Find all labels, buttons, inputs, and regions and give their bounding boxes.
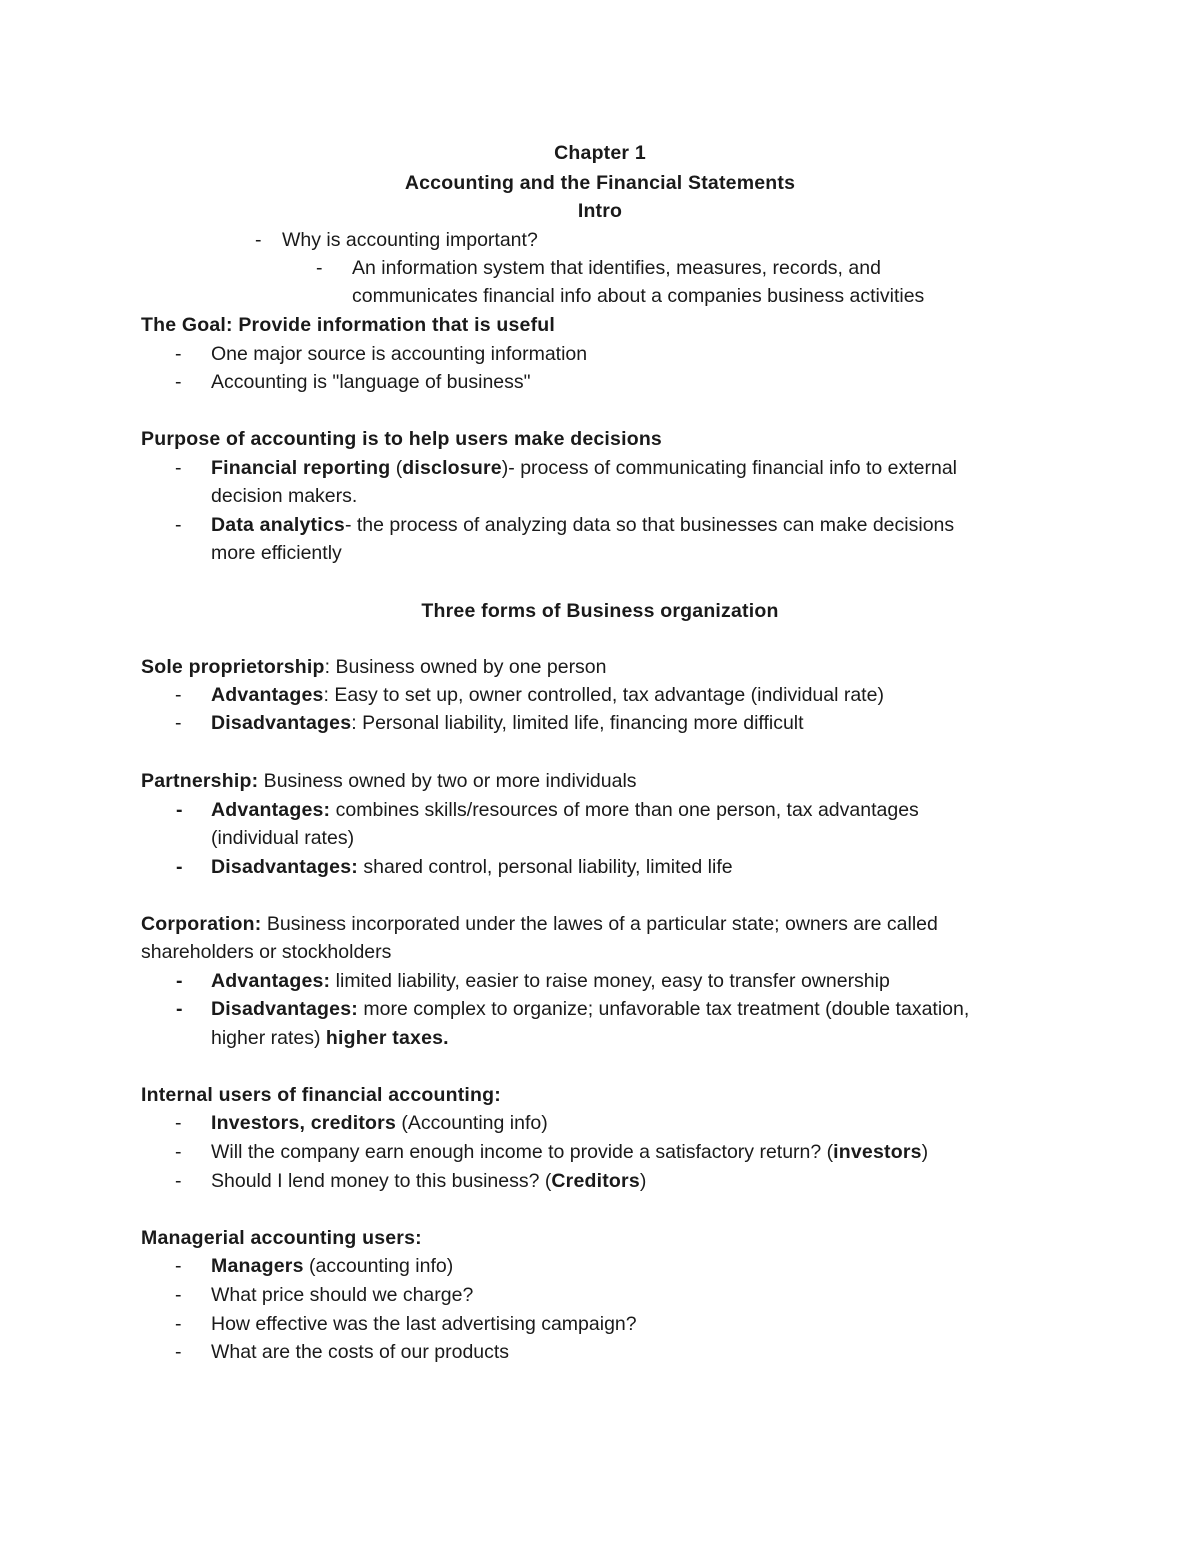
list-dash: - bbox=[175, 457, 182, 479]
list-item-continued: more efficiently bbox=[211, 542, 342, 564]
list-item: Should I lend money to this business? (Creditors) bbox=[211, 1170, 647, 1192]
term: disclosure bbox=[402, 457, 502, 479]
managerial-users-heading: Managerial accounting users: bbox=[141, 1227, 422, 1249]
document-title: Accounting and the Financial Statements bbox=[404, 172, 796, 194]
list-dash: - bbox=[176, 856, 183, 878]
advantages-item: Advantages: limited liability, easier to raise money, easy to transfer ownership bbox=[211, 970, 890, 992]
list-item-continued: (individual rates) bbox=[211, 827, 355, 849]
disadvantages-item: Disadvantages: more complex to organize; unfavorable tax treatment (double taxation, bbox=[211, 998, 970, 1020]
list-item: Managers (accounting info) bbox=[211, 1255, 454, 1277]
list-item: What are the costs of our products bbox=[211, 1341, 510, 1363]
sole-proprietorship-definition: Sole proprietorship: Business owned by one person bbox=[141, 656, 607, 678]
list-item: One major source is accounting information bbox=[211, 343, 588, 365]
forms-heading: Three forms of Business organization bbox=[421, 600, 779, 622]
list-dash: - bbox=[175, 712, 182, 734]
goal-heading: The Goal: Provide information that is useful bbox=[141, 314, 556, 336]
list-dash: - bbox=[175, 1313, 182, 1335]
list-dash: - bbox=[175, 1341, 182, 1363]
list-item: Accounting is "language of business" bbox=[211, 371, 531, 393]
list-item: What price should we charge? bbox=[211, 1284, 474, 1306]
chapter-heading: Chapter 1 bbox=[554, 142, 646, 164]
advantages-item: Advantages: combines skills/resources of more than one person, tax advantages bbox=[211, 799, 919, 821]
disadvantages-item: Disadvantages: Personal liability, limited life, financing more difficult bbox=[211, 712, 804, 734]
term: Financial reporting bbox=[211, 457, 391, 479]
list-item-continued: higher rates) higher taxes. bbox=[211, 1027, 449, 1049]
list-item: How effective was the last advertising campaign? bbox=[211, 1313, 637, 1335]
list-dash: - bbox=[175, 514, 182, 536]
intro-heading: Intro bbox=[577, 200, 623, 222]
list-dash: - bbox=[175, 371, 182, 393]
internal-users-heading: Internal users of financial accounting: bbox=[141, 1084, 501, 1106]
list-dash: - bbox=[175, 1170, 182, 1192]
intro-answer: An information system that identifies, measures, records, and bbox=[352, 257, 881, 279]
intro-answer-continued: communicates financial info about a companies business activities bbox=[352, 285, 925, 307]
corporation-definition-continued: shareholders or stockholders bbox=[141, 941, 392, 963]
list-dash: - bbox=[175, 343, 182, 365]
term: Sole proprietorship bbox=[141, 656, 325, 678]
term: Data analytics bbox=[211, 514, 345, 536]
advantages-item: Advantages: Easy to set up, owner controlled, tax advantage (individual rate) bbox=[211, 684, 884, 706]
list-dash: - bbox=[175, 1255, 182, 1277]
list-item-continued: decision makers. bbox=[211, 485, 358, 507]
list-dash: - bbox=[175, 684, 182, 706]
disadvantages-item: Disadvantages: shared control, personal liability, limited life bbox=[211, 856, 733, 878]
list-dash: - bbox=[255, 229, 262, 251]
corporation-definition: Corporation: Business incorporated under the lawes of a particular state; owners are called bbox=[141, 913, 938, 935]
data-analytics-item: Data analytics- the process of analyzing data so that businesses can make decisions bbox=[211, 514, 955, 536]
financial-reporting-item: Financial reporting (disclosure)- process of communicating financial info to external bbox=[211, 457, 958, 479]
list-dash: - bbox=[176, 998, 183, 1020]
list-dash: - bbox=[175, 1112, 182, 1134]
list-dash: - bbox=[176, 970, 183, 992]
list-dash: - bbox=[175, 1141, 182, 1163]
partnership-definition: Partnership: Business owned by two or more individuals bbox=[141, 770, 637, 792]
list-dash: - bbox=[176, 799, 183, 821]
intro-question: Why is accounting important? bbox=[282, 229, 538, 251]
list-item: Investors, creditors (Accounting info) bbox=[211, 1112, 548, 1134]
list-dash: - bbox=[316, 257, 323, 279]
list-item: Will the company earn enough income to provide a satisfactory return? (investors) bbox=[211, 1141, 929, 1163]
list-dash: - bbox=[175, 1284, 182, 1306]
purpose-heading: Purpose of accounting is to help users make decisions bbox=[141, 428, 662, 450]
